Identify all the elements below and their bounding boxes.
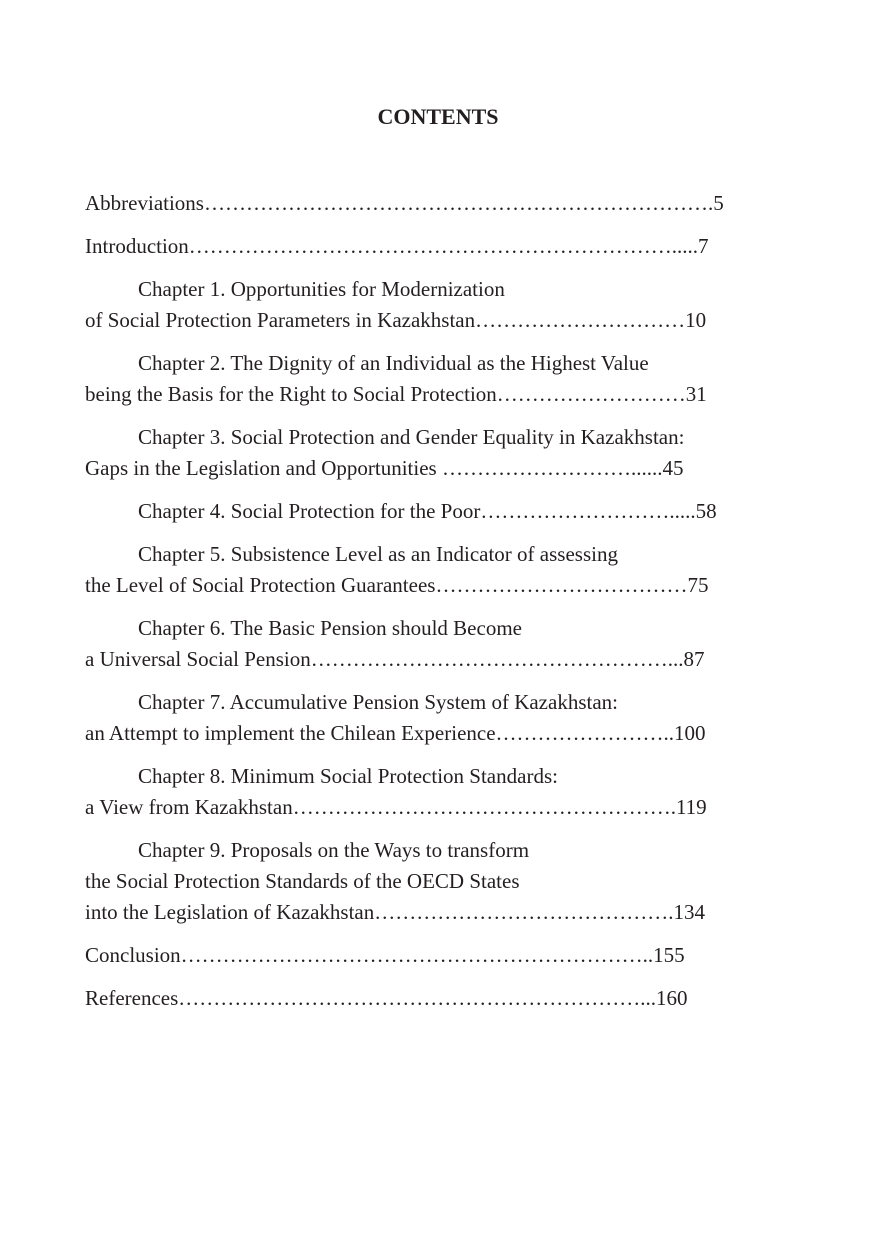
toc-line: Conclusion…………………………………………………………..155 bbox=[85, 943, 685, 967]
toc-entry-chapter-4[interactable] bbox=[85, 496, 795, 527]
toc-entry-chapter-5[interactable] bbox=[85, 539, 795, 601]
toc-line: Chapter 1. Opportunities for Modernization bbox=[138, 277, 505, 301]
toc-entry-chapter-9[interactable] bbox=[85, 835, 795, 928]
toc-entry-chapter-1[interactable] bbox=[85, 274, 795, 336]
toc-entry-chapter-6[interactable] bbox=[85, 613, 795, 675]
toc-line: a Universal Social Pension……………………………………………...87 bbox=[85, 647, 705, 671]
toc-line: Chapter 9. Proposals on the Ways to transform bbox=[138, 838, 530, 862]
toc-line: Chapter 7. Accumulative Pension System of Kazakhstan: bbox=[138, 690, 618, 714]
toc-entry-chapter-3[interactable] bbox=[85, 422, 795, 484]
toc-entry-conclusion[interactable] bbox=[85, 940, 795, 971]
toc-line: being the Basis for the Right to Social Protection………………………31 bbox=[85, 382, 707, 406]
toc-line: a View from Kazakhstan……………………………………………….119 bbox=[85, 795, 707, 819]
toc-line: Gaps in the Legislation and Opportunities ………………………......45 bbox=[85, 456, 684, 480]
toc-line: Chapter 4. Social Protection for the Poor……………………….....58 bbox=[138, 499, 717, 523]
toc-entry-chapter-8[interactable] bbox=[85, 761, 795, 823]
toc-line: Chapter 2. The Dignity of an Individual as the Highest Value bbox=[138, 351, 649, 375]
page-title: CONTENTS bbox=[377, 104, 499, 129]
toc-line: Chapter 3. Social Protection and Gender Equality in Kazakhstan: bbox=[138, 425, 685, 449]
toc-line: Chapter 6. The Basic Pension should Become bbox=[138, 616, 522, 640]
table-of-contents bbox=[85, 188, 795, 1026]
toc-entry-introduction[interactable] bbox=[85, 231, 795, 262]
toc-line: Introduction…………………………………………………………….....7 bbox=[85, 234, 709, 258]
toc-line: into the Legislation of Kazakhstan…………………………………….134 bbox=[85, 900, 706, 924]
toc-entry-chapter-2[interactable] bbox=[85, 348, 795, 410]
toc-entry-chapter-7[interactable] bbox=[85, 687, 795, 749]
toc-line: the Level of Social Protection Guarantees………………………………75 bbox=[85, 573, 709, 597]
toc-entry-references[interactable] bbox=[85, 983, 795, 1014]
toc-line: Chapter 8. Minimum Social Protection Standards: bbox=[138, 764, 558, 788]
toc-line: Abbreviations……………………………………………………………….5 bbox=[85, 191, 724, 215]
toc-line: the Social Protection Standards of the OECD States bbox=[85, 869, 520, 893]
toc-line: References…………………………………………………………...160 bbox=[85, 986, 688, 1010]
toc-line: of Social Protection Parameters in Kazakhstan…………………………10 bbox=[85, 308, 707, 332]
toc-line: Chapter 5. Subsistence Level as an Indicator of assessing bbox=[138, 542, 618, 566]
toc-line: an Attempt to implement the Chilean Experience……………………..100 bbox=[85, 721, 706, 745]
toc-entry-abbreviations[interactable] bbox=[85, 188, 795, 219]
